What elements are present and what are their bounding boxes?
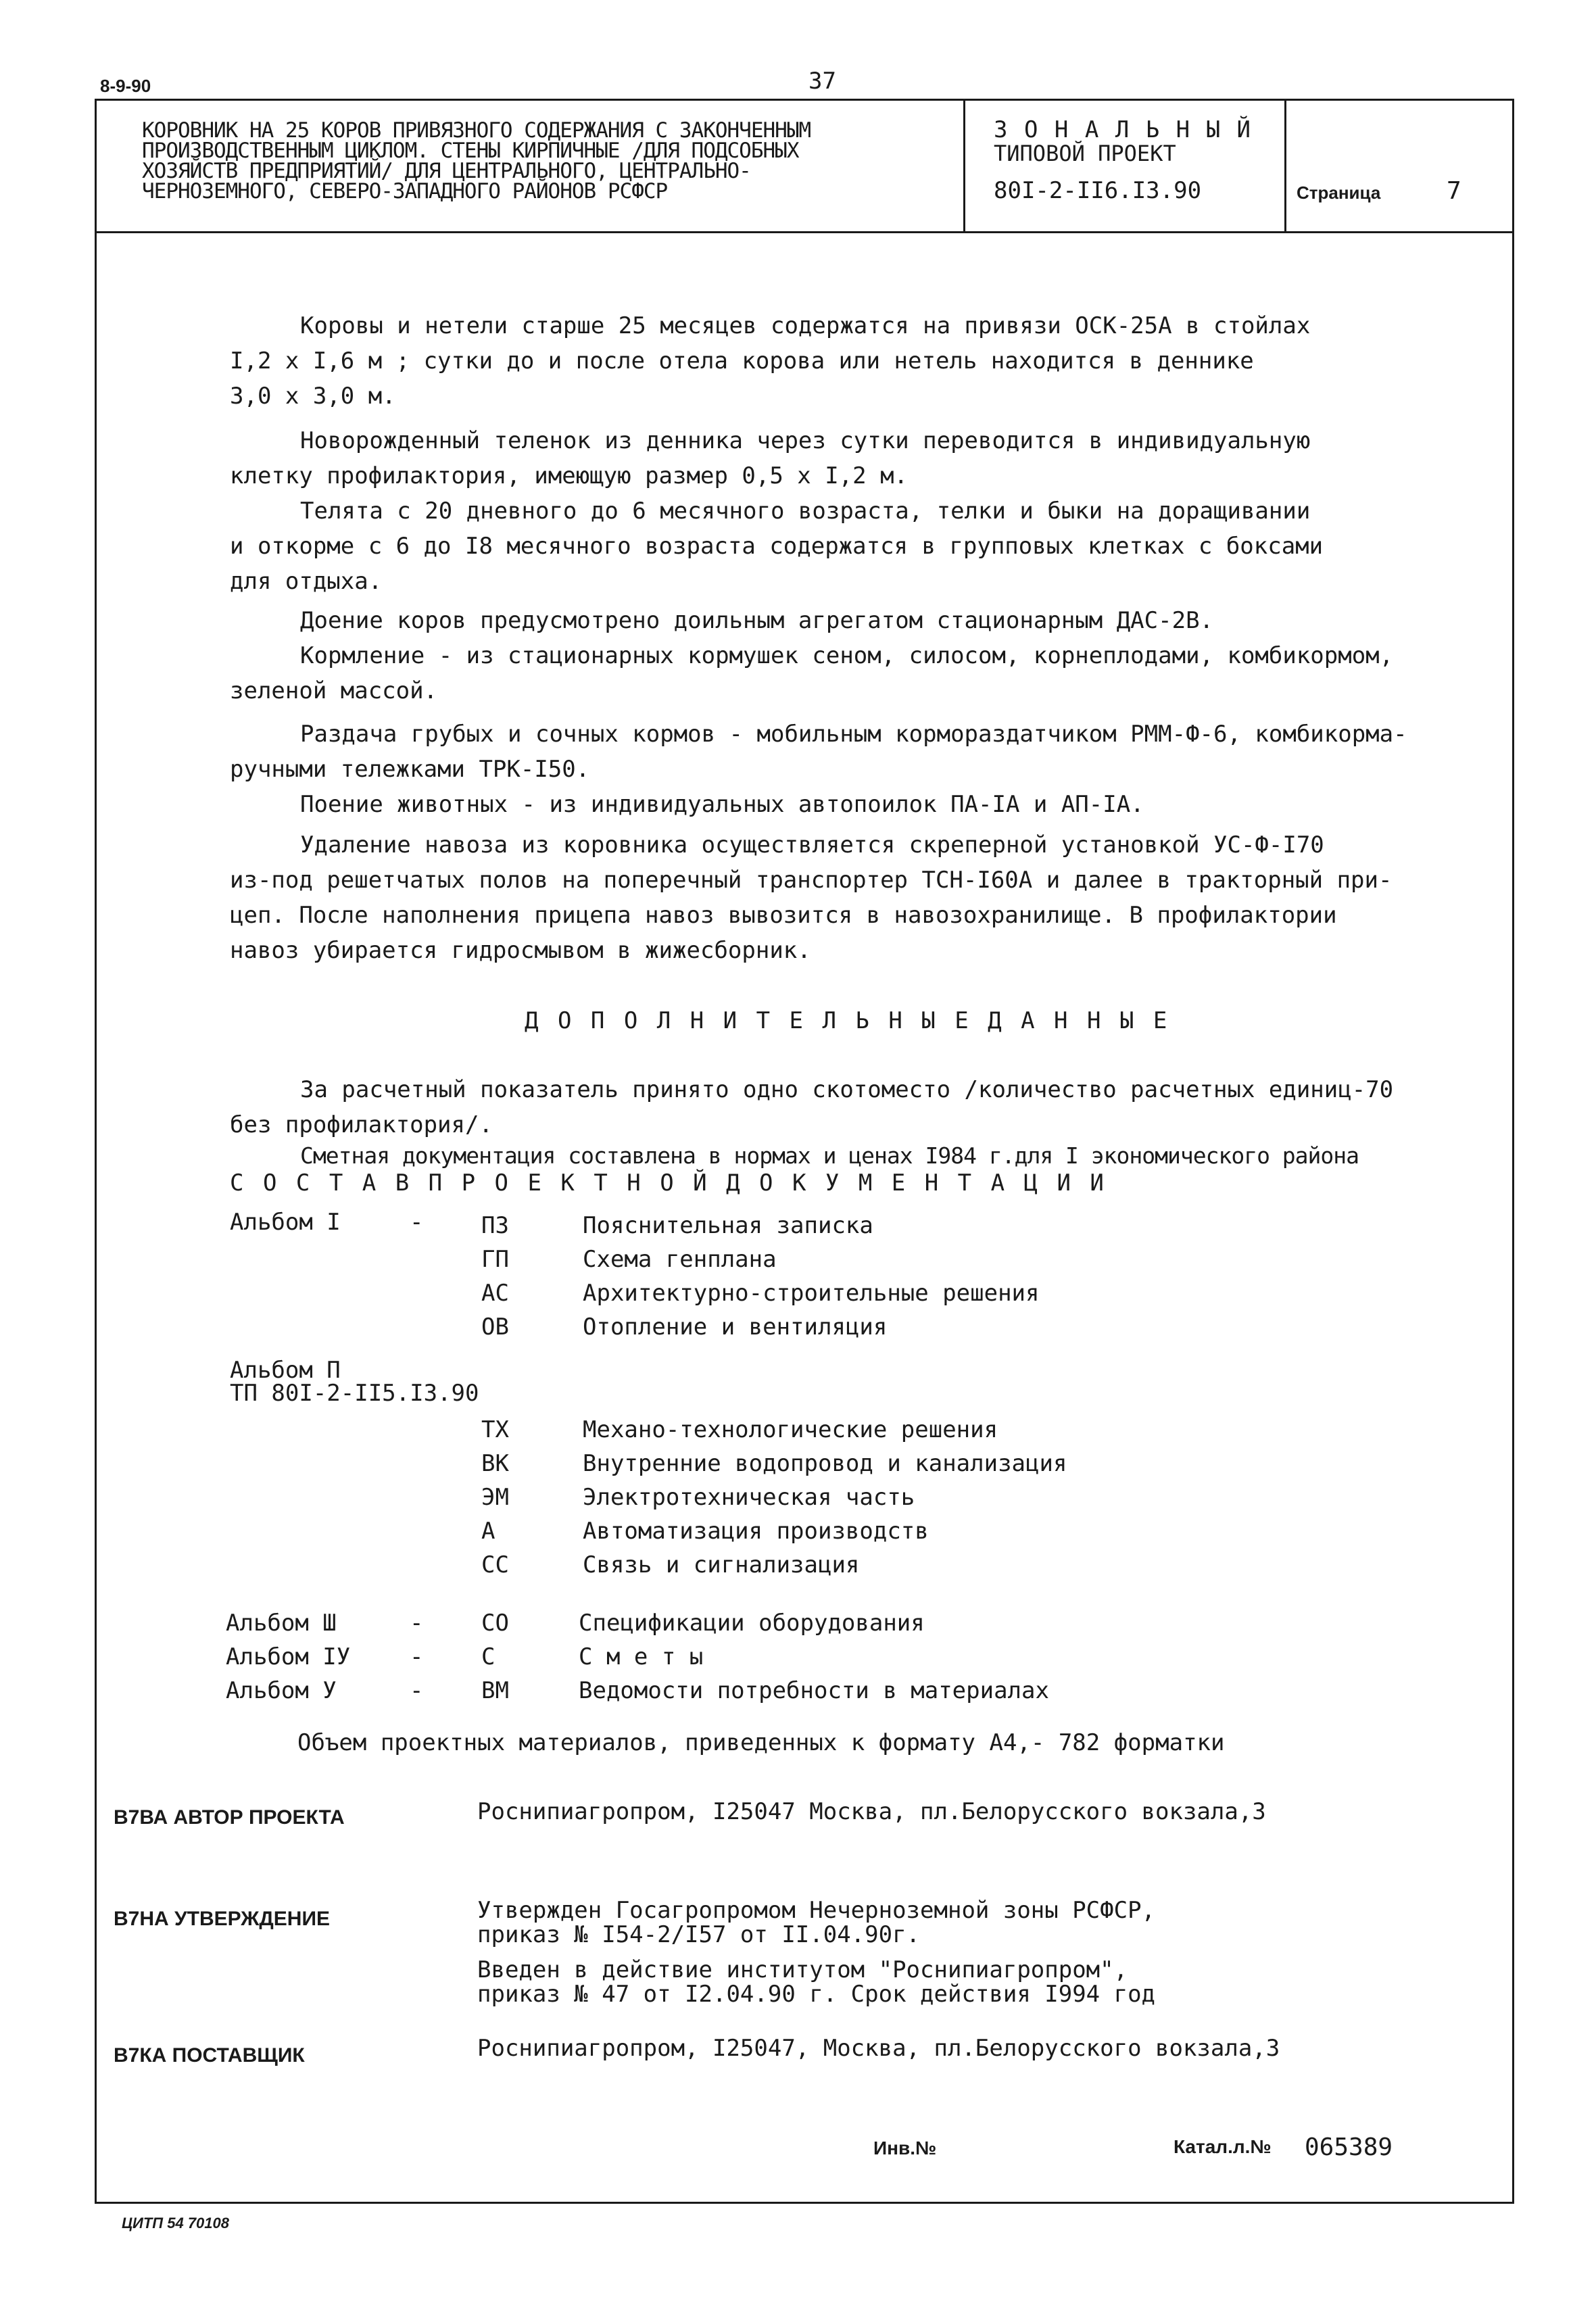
doc-name: Автоматизация производств	[583, 1518, 929, 1545]
album-2-codes	[481, 1413, 509, 1582]
album-label: Альбом Ш	[226, 1610, 337, 1637]
album-1-codes	[481, 1209, 509, 1344]
enactment-text	[477, 1958, 1155, 2006]
page-label: Страница	[1297, 183, 1381, 203]
text-line: ручными тележками ТРК-I50.	[230, 756, 590, 783]
supplier-text: Роснипиагропром, I25047, Москва, пл.Белорусского вокзала,3	[477, 2035, 1280, 2062]
composition-heading: С О С Т А В П Р О Е К Т Н О Й Д О К У М Е Н Т А Ц И И	[230, 1169, 1107, 1197]
album-1-label: Альбом I	[230, 1209, 341, 1236]
text-line: Доение коров предусмотрено доильным агрегатом стационарным ДАС-2В.	[300, 607, 1214, 634]
additional-heading: Д О П О Л Н И Т Е Л Ь Н Ы Е Д А Н Н Ы Е	[525, 1007, 1170, 1034]
album-1-names	[583, 1209, 1040, 1344]
text-line: навоз убирается гидросмывом в жижесборник.	[230, 937, 811, 964]
paragraph-feeding	[230, 717, 1407, 822]
page-number: 37	[808, 68, 836, 95]
doc-code: АС	[481, 1280, 509, 1307]
text-line: За расчетный показатель принято одно скотоместо /количество расчетных единиц-70	[300, 1076, 1394, 1103]
header-title-line: ПРОИЗВОДСТВЕННЫМ ЦИКЛОМ. СТЕНЫ КИРПИЧНЫЕ /ДЛЯ ПОДСОБНЫХ	[142, 139, 799, 163]
album-2-ref: ТП 80I-2-II5.I3.90	[230, 1380, 479, 1407]
text-line: Новорожденный теленок из денника через сутки переводится в индивидуальную	[300, 427, 1311, 454]
album-2-header	[230, 1359, 479, 1405]
author-text: Роснипиагропром, I25047 Москва, пл.Белорусского вокзала,3	[477, 1798, 1266, 1825]
text-line: зеленой массой.	[230, 677, 438, 704]
header-title	[142, 120, 811, 201]
approval-line: Введен в действие институтом "Роснипиагропром",	[477, 1956, 1128, 1983]
inventory-label: Инв.№	[873, 2138, 937, 2158]
doc-code: ПЗ	[481, 1212, 509, 1239]
text-line: без профилактория/.	[230, 1111, 493, 1138]
doc-code: ЭМ	[481, 1484, 509, 1511]
paragraph-calves	[230, 423, 1323, 599]
doc-name: Связь и сигнализация	[583, 1551, 860, 1578]
doc-name: Спецификации оборудования	[579, 1610, 925, 1637]
album-label: Альбом IУ	[226, 1643, 351, 1670]
header-col-divider-1	[963, 99, 965, 233]
album-dash: -	[410, 1610, 424, 1637]
header-title-line: ЧЕРНОЗЕМНОГО, СЕВЕРО-ЗАПАДНОГО РАЙОНОВ РСФСР	[142, 179, 668, 203]
catalog-label: Катал.л.№	[1174, 2136, 1272, 2157]
text-line: Поение животных - из индивидуальных автопоилок ПА-IА и АП-IА.	[300, 791, 1144, 818]
text-line: для отдыха.	[230, 568, 383, 595]
approval-text	[477, 1898, 1155, 1947]
additional-block	[230, 1072, 1393, 1142]
paragraph-milking	[230, 603, 1393, 708]
doc-code: С	[481, 1643, 495, 1670]
albums-other-codes	[481, 1606, 509, 1708]
doc-name: Ведомости потребности в материалах	[579, 1677, 1049, 1704]
volume-line: Объем проектных материалов, приведенных к формату А4,- 782 форматки	[297, 1729, 1225, 1756]
text-line: и откорме с 6 до I8 месячного возраста содержатся в групповых клетках с боксами	[230, 533, 1324, 560]
doc-code: ОВ	[481, 1313, 509, 1341]
doc-code: ТХ	[481, 1416, 509, 1443]
album-dash: -	[410, 1677, 424, 1704]
estimate-line: Сметная документация составлена в нормах и ценах I984 г.для I экономического района	[300, 1142, 1359, 1169]
doc-code: ГП	[481, 1246, 509, 1273]
doc-name: Электротехническая часть	[583, 1484, 915, 1511]
text-line: Кормление - из стационарных кормушек сеном, силосом, корнеплодами, комбикормом,	[300, 642, 1394, 669]
text-line: Удаление навоза из коровника осуществляется скреперной установкой УС-Ф-I70	[300, 831, 1324, 859]
text-line: I,2 x I,6 м ; сутки до и после отела корова или нетель находится в деннике	[230, 347, 1254, 375]
header-title-line: КОРОВНИК НА 25 КОРОВ ПРИВЯЗНОГО СОДЕРЖАНИЯ С ЗАКОНЧЕННЫМ	[142, 118, 811, 143]
header-divider	[95, 231, 1512, 233]
approval-line: приказ № I54-2/I57 от II.04.90г.	[477, 1921, 921, 1948]
text-line: Телята с 20 дневного до 6 месячного возраста, телки и быки на доращивании	[300, 498, 1311, 525]
author-label: В7ВА АВТОР ПРОЕКТА	[114, 1806, 345, 1829]
catalog-number: 065389	[1305, 2133, 1393, 2161]
project-code: 80I-2-II6.I3.90	[994, 177, 1202, 204]
page-value: 7	[1447, 177, 1461, 205]
albums-other-dashes	[410, 1606, 423, 1708]
album-2-names	[583, 1413, 1067, 1582]
header-col-divider-2	[1284, 99, 1286, 233]
doc-code: ВК	[481, 1450, 509, 1477]
album-2-label: Альбом П	[230, 1357, 341, 1384]
album-1-dash: -	[410, 1209, 424, 1236]
text-line: клетку профилактория, имеющую размер 0,5 x I,2 м.	[230, 462, 909, 489]
date-code: 8-9-90	[100, 76, 151, 96]
doc-code: ВМ	[481, 1677, 509, 1704]
approval-line: Утвержден Госагропромом Нечерноземной зоны РСФСР,	[477, 1897, 1156, 1924]
doc-name: Механо-технологические решения	[583, 1416, 998, 1443]
text-line: 3,0 x 3,0 м.	[230, 383, 396, 410]
supplier-label: В7КА ПОСТАВЩИК	[114, 2044, 305, 2067]
doc-code: СО	[481, 1610, 509, 1637]
doc-name: Внутренние водопровод и канализация	[583, 1450, 1067, 1477]
project-type-sub: ТИПОВОЙ ПРОЕКТ	[994, 141, 1176, 166]
text-line: Коровы и нетели старше 25 месяцев содержатся на привязи ОСК-25А в стойлах	[300, 312, 1311, 339]
doc-code: СС	[481, 1551, 509, 1578]
albums-other-labels	[226, 1606, 350, 1708]
project-type: З О Н А Л Ь Н Ы Й	[994, 116, 1252, 143]
albums-other-names	[579, 1606, 1049, 1708]
paragraph-manure	[230, 827, 1392, 968]
approval-line: приказ № 47 от I2.04.90 г. Срок действия I994 год	[477, 1981, 1156, 2008]
header-title-line: ХОЗЯЙСТВ ПРЕДПРИЯТИЙ/ ДЛЯ ЦЕНТРАЛЬНОГО, ЦЕНТРАЛЬНО-	[142, 159, 751, 183]
album-label: Альбом У	[226, 1677, 337, 1704]
paragraph-housing	[230, 308, 1310, 414]
doc-name: Архитектурно-строительные решения	[583, 1280, 1040, 1307]
album-dash: -	[410, 1643, 424, 1670]
approval-label: В7НА УТВЕРЖДЕНИЕ	[114, 1908, 331, 1930]
doc-name: Схема генплана	[583, 1246, 777, 1273]
text-line: из-под решетчатых полов на поперечный транспортер ТСН-I60А и далее в тракторный при-	[230, 867, 1393, 894]
doc-code: А	[481, 1518, 495, 1545]
doc-name: Отопление и вентиляция	[583, 1313, 888, 1341]
text-line: Раздача грубых и сочных кормов - мобильным кормораздатчиком РММ-Ф-6, комбикорма-	[300, 721, 1407, 748]
print-stamp: ЦИТП 54 70108	[122, 2215, 229, 2231]
text-line: цеп. После наполнения прицепа навоз вывозится в навозохранилище. В профилактории	[230, 902, 1337, 929]
doc-name: С м е т ы	[579, 1643, 704, 1670]
doc-name: Пояснительная записка	[583, 1212, 873, 1239]
